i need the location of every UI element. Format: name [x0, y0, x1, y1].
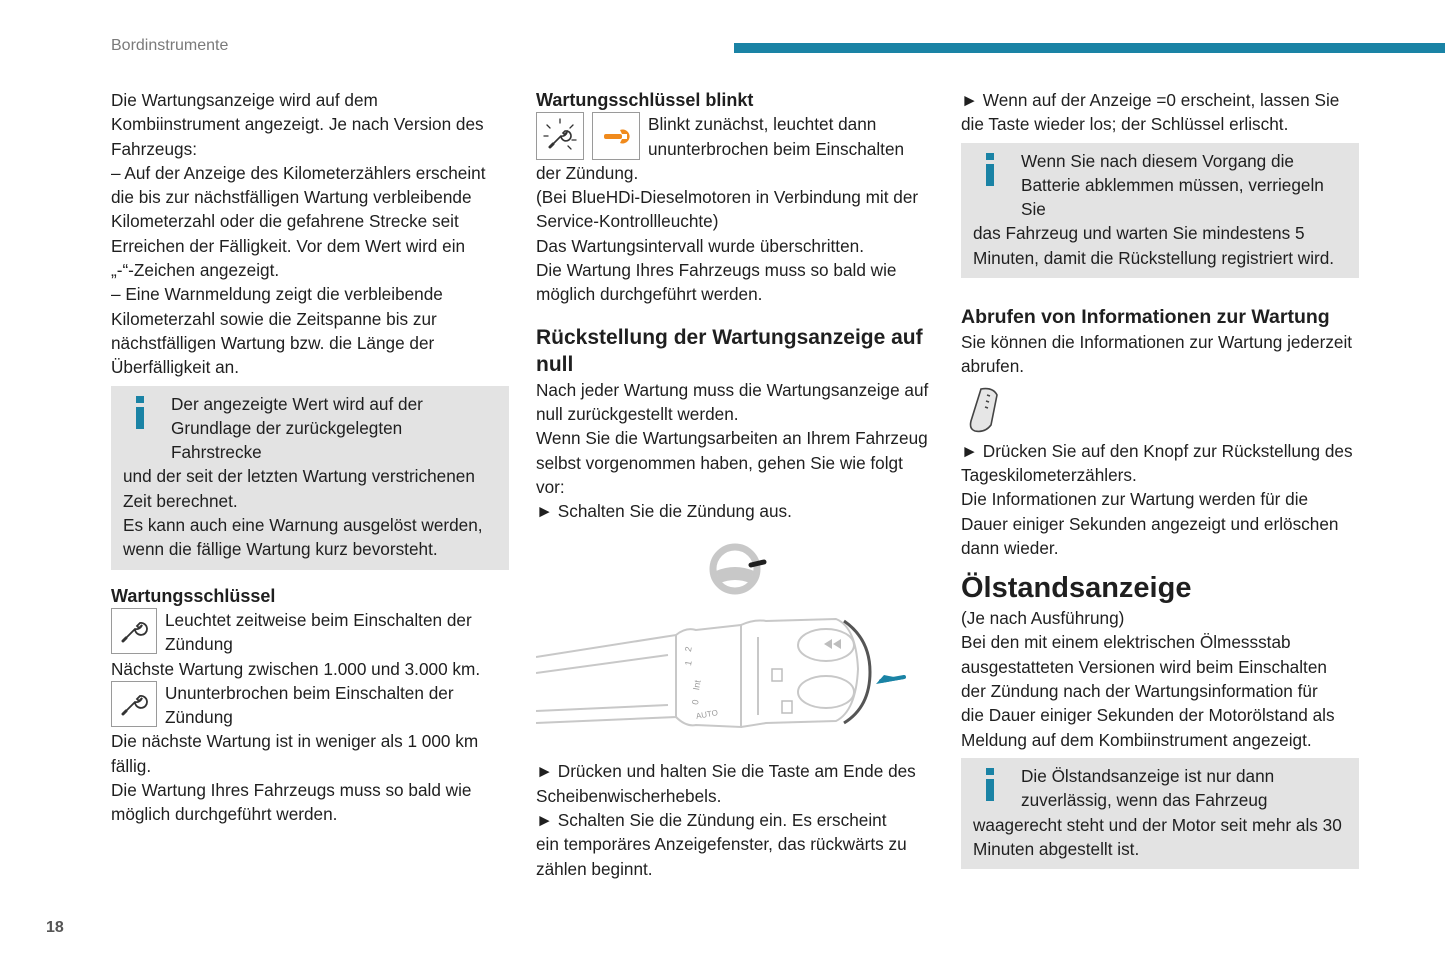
text-line: Bei den mit einem elektrischen Ölmessstab	[961, 632, 1291, 653]
text-line: Zündung	[165, 707, 233, 728]
text-line: Meldung auf dem Kombiinstrument angezeigt.	[961, 729, 1312, 750]
text-line: Die nächste Wartung ist in weniger als 1 000 km	[111, 731, 479, 752]
step-release-button: ► Wenn auf der Anzeige =0 erscheint, lassen Sie	[961, 88, 1359, 112]
text-line: Zündung	[165, 634, 233, 655]
text-line: Minuten abgestellt ist.	[973, 838, 1140, 859]
text-line: – Auf der Anzeige des Kilometerzählers erscheint	[111, 162, 486, 183]
text-line: Kombiinstrument angezeigt. Je nach Version des	[111, 114, 484, 135]
text-line: abrufen.	[961, 356, 1025, 377]
text-line: ununterbrochen beim Einschalten	[648, 138, 905, 159]
text-line: nächstfälligen Wartung bzw. die Länge der	[111, 332, 435, 353]
text-line: Leuchtet zeitweise beim Einschalten der	[165, 609, 472, 630]
orange-wrench-icon	[592, 112, 640, 160]
text-line: die bis zur nächstfälligen Wartung verbleibende	[111, 187, 472, 208]
text-line: das Fahrzeug und warten Sie mindestens 5	[973, 223, 1305, 244]
text-line: Grundlage der zurückgelegten Fahrstrecke	[171, 417, 403, 463]
text-line: Fahrzeugs:	[111, 138, 197, 159]
text-line: und der seit der letzten Wartung verstrichenen	[123, 466, 475, 487]
text-line: Dauer einiger Sekunden angezeigt und erlöschen	[961, 513, 1339, 534]
blinking-wrench-item	[536, 112, 934, 161]
wrench-icon	[111, 608, 157, 654]
heading-wartungsschluessel-blinkt: Wartungsschlüssel blinkt	[536, 90, 754, 110]
text-line: Zeit berechnet.	[123, 490, 238, 511]
heading-oelstandsanzeige: Ölstandsanzeige	[961, 572, 1192, 605]
text-line: Service-Kontrollleuchte)	[536, 211, 719, 232]
info-box	[111, 386, 509, 570]
step-press-trip-reset: ► Drücken Sie auf den Knopf zur Rückstellung des	[961, 439, 1359, 463]
text-line: Nächste Wartung zwischen 1.000 und 3.000 km.	[111, 658, 481, 679]
steering-wheel-icon	[713, 547, 764, 591]
text-line: Die Wartung Ihres Fahrzeugs muss so bald wie	[111, 780, 472, 801]
text-line: möglich durchgeführt werden.	[111, 804, 338, 825]
text-line: Wenn Sie nach diesem Vorgang die	[1021, 150, 1294, 171]
info-icon	[983, 153, 997, 193]
text-line: Es kann auch eine Warnung ausgelöst werden,	[123, 515, 483, 536]
text-line: Erreichen der Fälligkeit. Vor dem Wert wird ein	[111, 235, 466, 256]
text-line: der Zündung.	[536, 162, 639, 183]
rear-arrow-icon	[824, 639, 841, 649]
text-line: Blinkt zunächst, leuchtet dann	[648, 114, 877, 135]
front-wiper-control-icon	[772, 669, 792, 713]
text-line: waagerecht steht und der Motor seit mehr als 30	[973, 814, 1342, 835]
trip-reset-button-icon	[967, 385, 1359, 437]
text-line: dann wieder.	[961, 537, 1059, 558]
text-line: zuverlässig, wenn das Fahrzeug	[1021, 790, 1268, 811]
heading-wartungsschluessel: Wartungsschlüssel	[111, 585, 276, 606]
column-2	[536, 88, 934, 881]
text-line: Die Wartung Ihres Fahrzeugs muss so bald wie	[536, 260, 897, 281]
heading-rueckstellung	[536, 324, 934, 378]
info-box	[961, 758, 1359, 869]
header-accent-bar	[734, 43, 1445, 53]
step-press-button: ► Drücken und halten Sie die Taste am Ende des	[536, 759, 934, 783]
text-line: wenn die fällige Wartung kurz bevorsteht.	[123, 539, 438, 560]
stalk-position-label: 0	[690, 699, 701, 706]
text-line: (Bei BlueHDi-Dieselmotoren in Verbindung mit der	[536, 187, 919, 208]
wiper-stalk-illustration	[536, 527, 934, 747]
text-line: Kilometerzahl oder die gefahrene Strecke seit	[111, 211, 459, 232]
text-line: Nach jeder Wartung muss die Wartungsanzeige auf	[536, 379, 929, 400]
text-line: Batterie abklemmen müssen, verriegeln Sie	[1021, 174, 1324, 220]
stalk-position-label: 1	[683, 660, 694, 667]
text-line: Scheibenwischerhebels.	[536, 785, 722, 806]
push-arrow-icon	[876, 675, 904, 684]
text-line: (Je nach Ausführung)	[961, 608, 1125, 629]
text-line: Überfälligkeit an.	[111, 357, 240, 378]
wrench-item-2	[111, 681, 509, 730]
text-line: Kilometerzahl sowie die Zeitspanne bis zur	[111, 308, 437, 329]
text-line: Die Informationen zur Wartung werden für die	[961, 489, 1309, 510]
text-line: Die Ölstandsanzeige ist nur dann	[1021, 765, 1275, 786]
text-line: möglich durchgeführt werden.	[536, 284, 763, 305]
intro-paragraph	[111, 88, 509, 380]
text-line: – Eine Warnmeldung zeigt die verbleibende	[111, 284, 443, 305]
text-line: null zurückgestellt werden.	[536, 403, 739, 424]
text-line: Die Wartungsanzeige wird auf dem	[111, 90, 378, 110]
text-line: Sie können die Informationen zur Wartung jederzeit	[961, 332, 1353, 353]
text-line: Der angezeigte Wert wird auf der	[171, 393, 423, 414]
column-3	[961, 88, 1359, 869]
column-1	[111, 88, 509, 827]
text-line: selbst vorgenommen haben, gehen Sie wie folgt	[536, 452, 903, 473]
text-line: zählen beginnt.	[536, 858, 653, 879]
text-line: Tageskilometerzählers.	[961, 464, 1137, 485]
text-line: die Taste wieder los; der Schlüssel erlischt.	[961, 114, 1289, 135]
heading-line: Rückstellung der Wartungsanzeige auf	[536, 325, 923, 349]
text-line: die Dauer einiger Sekunden der Motorölstand als	[961, 705, 1335, 726]
text-line: Wenn Sie die Wartungsarbeiten an Ihrem Fahrzeug	[536, 428, 928, 449]
text-line: Minuten, damit die Rückstellung registriert wird.	[973, 247, 1335, 268]
heading-line: null	[536, 352, 574, 376]
text-line: „-“-Zeichen angezeigt.	[111, 260, 280, 281]
stalk-position-label: Int	[691, 679, 703, 692]
text-line: vor:	[536, 476, 565, 497]
blinking-wrench-icon	[536, 112, 584, 160]
info-icon	[133, 396, 147, 436]
text-line: ausgestatteten Versionen wird beim Einschalten	[961, 656, 1327, 677]
info-box	[961, 143, 1359, 278]
text-line: ein temporäres Anzeigefenster, das rückwärts zu	[536, 834, 907, 855]
text-line: der Zündung nach der Wartungsinformation für	[961, 681, 1318, 702]
wrench-icon	[111, 681, 157, 727]
step-ignition-off: ► Schalten Sie die Zündung aus.	[536, 499, 934, 523]
step-ignition-on: ► Schalten Sie die Zündung ein. Es erscheint	[536, 808, 934, 832]
heading-abrufen: Abrufen von Informationen zur Wartung	[961, 306, 1330, 329]
text-line: Ununterbrochen beim Einschalten der	[165, 682, 454, 703]
info-icon	[983, 768, 997, 808]
section-title: Bordinstrumente	[111, 37, 229, 54]
stalk-position-label: 2	[683, 646, 694, 653]
page-number: 18	[46, 919, 64, 936]
text-line: Das Wartungsintervall wurde überschritten.	[536, 235, 864, 256]
stalk-position-label: AUTO	[695, 708, 719, 722]
text-line: fällig.	[111, 755, 152, 776]
wrench-item-1	[111, 608, 509, 657]
